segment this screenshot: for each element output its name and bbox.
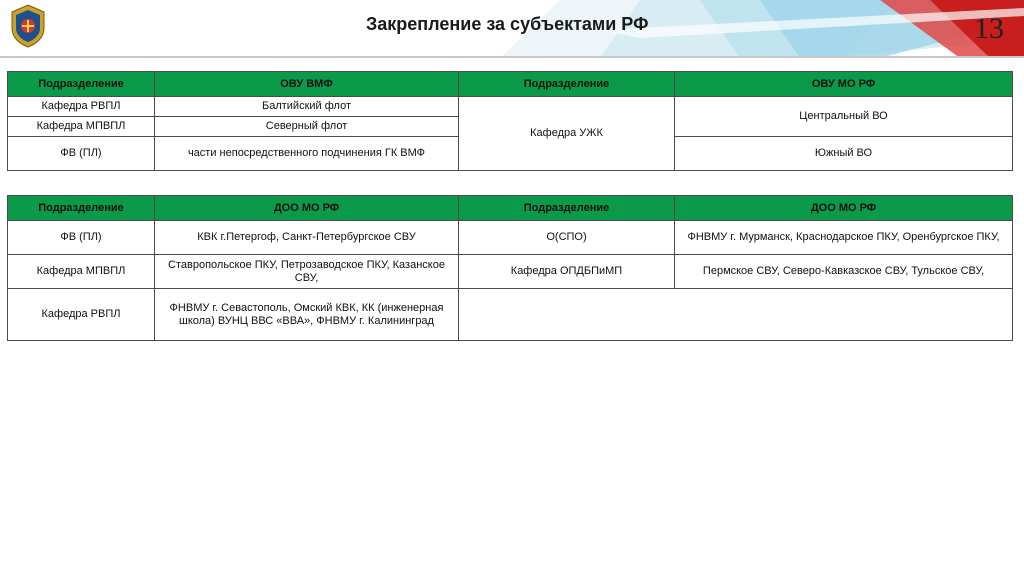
column-header: ОВУ ВМФ	[155, 72, 459, 97]
value-cell: Северный флот	[155, 117, 459, 137]
column-header: Подразделение	[459, 196, 675, 221]
table-header-row	[8, 196, 1013, 221]
column-header: Подразделение	[8, 196, 155, 221]
column-header: ДОО МО РФ	[155, 196, 459, 221]
fleet-assignment-table	[7, 71, 1013, 171]
header-divider	[0, 56, 1024, 58]
pre-university-table	[7, 195, 1013, 341]
unit-cell: Кафедра РВПЛ	[8, 289, 155, 341]
unit-cell: Кафедра МПВПЛ	[8, 117, 155, 137]
table-row	[8, 221, 1013, 255]
value-cell: Ставропольское ПКУ, Петрозаводское ПКУ, Казанское СВУ,	[155, 255, 459, 289]
table-row	[8, 97, 1013, 117]
unit-cell: О(СПО)	[459, 221, 675, 255]
table-header-row	[8, 72, 1013, 97]
value-cell: части непосредственного подчинения ГК ВМФ	[155, 137, 459, 171]
slide-header	[0, 0, 1024, 58]
unit-cell: ФВ (ПЛ)	[8, 221, 155, 255]
value-cell: КВК г.Петергоф, Санкт-Петербургское СВУ	[155, 221, 459, 255]
unit-cell: ФВ (ПЛ)	[8, 137, 155, 171]
column-header: Подразделение	[459, 72, 675, 97]
value-cell: ФНВМУ г. Севастополь, Омский КВК, КК (инженерная школа) ВУНЦ ВВС «ВВА», ФНВМУ г. Калининград	[155, 289, 459, 341]
value-cell: Балтийский флот	[155, 97, 459, 117]
value-cell: ФНВМУ г. Мурманск, Краснодарское ПКУ, Оренбургское ПКУ,	[675, 221, 1013, 255]
unit-cell: Кафедра РВПЛ	[8, 97, 155, 117]
value-cell: Пермское СВУ, Северо-Кавказское СВУ, Тульское СВУ,	[675, 255, 1013, 289]
page-title: Закрепление за субъектами РФ	[366, 14, 649, 34]
unit-cell: Кафедра УЖК	[459, 97, 675, 171]
table-row	[8, 289, 1013, 341]
unit-cell: Кафедра МПВПЛ	[8, 255, 155, 289]
value-cell: Центральный ВО	[675, 97, 1013, 137]
column-header: Подразделение	[8, 72, 155, 97]
value-cell: Южный ВО	[675, 137, 1013, 171]
page-number: 13	[974, 12, 1004, 45]
unit-cell: Кафедра ОПДБПиМП	[459, 255, 675, 289]
empty-cell	[459, 289, 1013, 341]
column-header: ОВУ МО РФ	[675, 72, 1013, 97]
column-header: ДОО МО РФ	[675, 196, 1013, 221]
emblem-icon	[8, 4, 48, 48]
table-row	[8, 255, 1013, 289]
